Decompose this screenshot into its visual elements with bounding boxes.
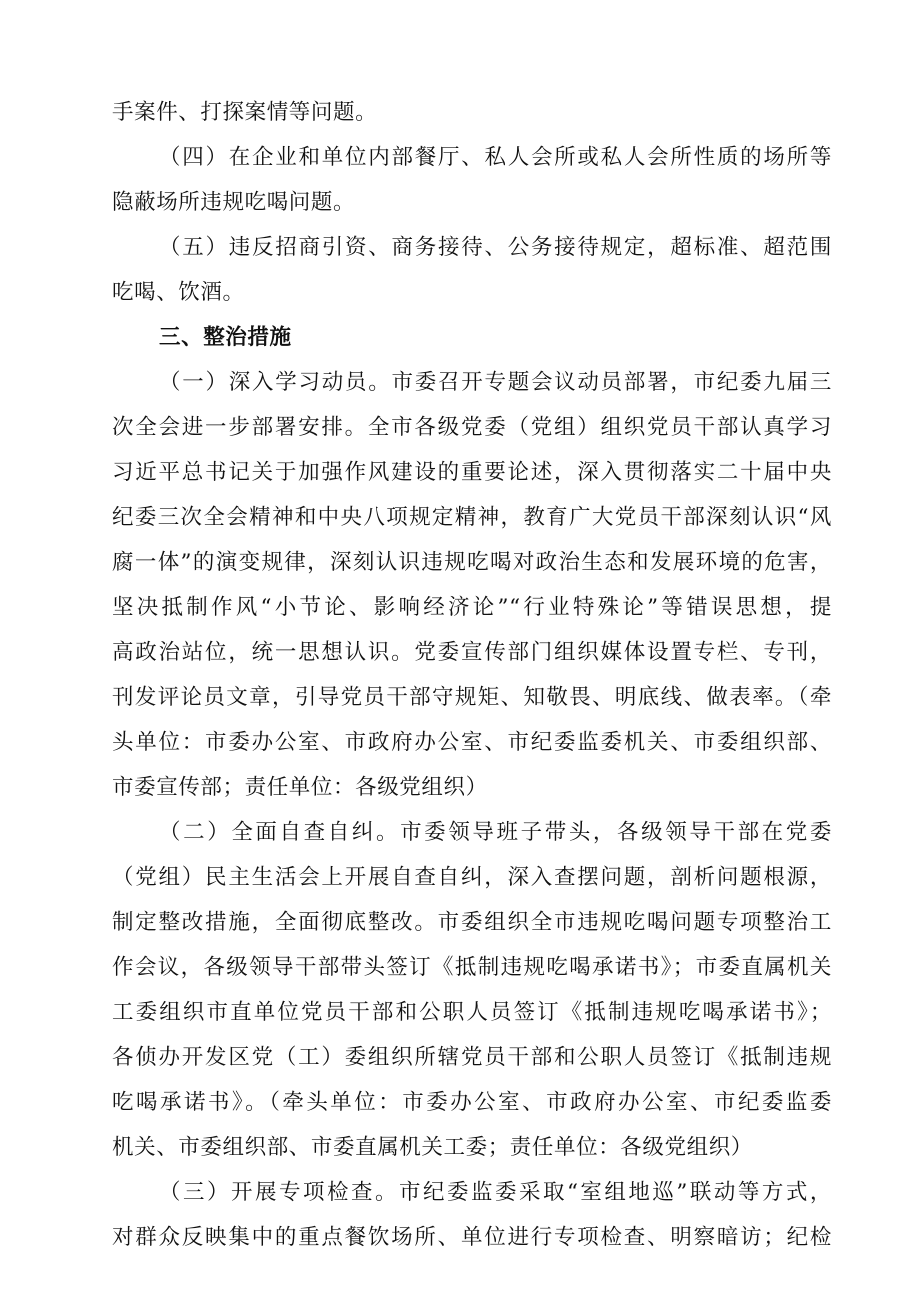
- body-line: （三）开展专项检查。市纪委监委采取“室组地巡”联动等方式，: [159, 1180, 832, 1205]
- body-line: 头单位：市委办公室、市政府办公室、市纪委监委机关、市委组织部、: [112, 730, 832, 755]
- body-line: 制定整改措施，全面彻底整改。市委组织全市违规吃喝问题专项整治工: [112, 910, 832, 935]
- body-line: 手案件、打探案情等问题。: [112, 100, 378, 125]
- body-line: 工委组织市直单位党员干部和公职人员签订《抵制违规吃喝承诺书》；: [112, 1000, 832, 1025]
- body-line: 坚决抵制作风“小节论、影响经济论”“行业特殊论”等错误思想，提: [112, 595, 832, 620]
- body-line: 吃喝、饮酒。: [112, 280, 245, 305]
- body-line: 市委宣传部；责任单位：各级党组织）: [112, 775, 488, 800]
- body-line: 腐一体”的演变规律，深刻认识违规吃喝对政治生态和发展环境的危害，: [112, 550, 832, 575]
- body-line: （党组）民主生活会上开展自查自纠，深入查摆问题，剖析问题根源，: [112, 865, 832, 890]
- body-line: 作会议，各级领导干部带头签订《抵制违规吃喝承诺书》；市委直属机关: [112, 955, 832, 980]
- body-line: 纪委三次全会精神和中央八项规定精神，教育广大党员干部深刻认识“风: [112, 505, 832, 530]
- body-line: 吃喝承诺书》。（牵头单位：市委办公室、市政府办公室、市纪委监委: [112, 1090, 832, 1115]
- body-line: （四）在企业和单位内部餐厅、私人会所或私人会所性质的场所等: [159, 145, 832, 170]
- body-line: 各侦办开发区党（工）委组织所辖党员干部和公职人员签订《抵制违规: [112, 1045, 832, 1070]
- body-line: 机关、市委组织部、市委直属机关工委；责任单位：各级党组织）: [112, 1135, 753, 1160]
- body-line: （二）全面自查自纠。市委领导班子带头，各级领导干部在党委: [159, 820, 832, 845]
- body-line: （五）违反招商引资、商务接待、公务接待规定，超标准、超范围: [159, 235, 832, 260]
- body-line: 对群众反映集中的重点餐饮场所、单位进行专项检查、明察暗访；纪检: [112, 1225, 832, 1250]
- body-line: （一）深入学习动员。市委召开专题会议动员部署，市纪委九届三: [159, 370, 832, 395]
- body-line: 次全会进一步部署安排。全市各级党委（党组）组织党员干部认真学习: [112, 415, 832, 440]
- body-line: 高政治站位，统一思想认识。党委宣传部门组织媒体设置专栏、专刊，: [112, 640, 832, 665]
- document-body: [112, 90, 832, 1260]
- body-line: 习近平总书记关于加强作风建设的重要论述，深入贯彻落实二十届中央: [112, 460, 832, 485]
- body-line: 隐蔽场所违规吃喝问题。: [112, 190, 356, 215]
- section-heading: 三、整治措施: [159, 325, 292, 350]
- body-line: 刊发评论员文章，引导党员干部守规矩、知敬畏、明底线、做表率。（牵: [112, 685, 832, 710]
